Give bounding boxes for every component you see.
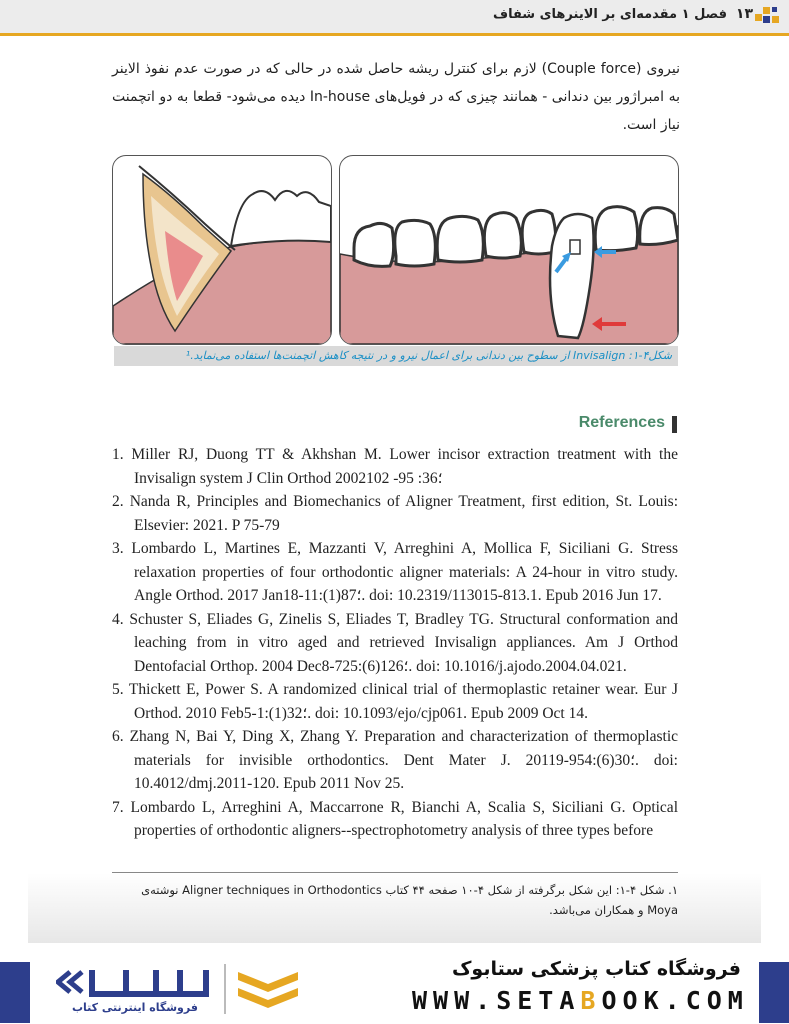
footnote-divider bbox=[112, 872, 678, 873]
store-url-part3: OOK.COM bbox=[601, 986, 749, 1015]
reference-item: 2. Nanda R, Principles and Biomechanics of Aligner Treatment, first edition, St. Louis: Elsevier: 2021. P 75-79 bbox=[112, 493, 678, 534]
reference-item: 7. Lombardo L, Arreghini A, Maccarrone R, Bianchi A, Scalia S, Siciliani G. Optical properties of orthodontic aligners--spectrophotometry analysis of three types before bbox=[112, 798, 678, 839]
reference-item: 5. Thickett E, Power S. A randomized clinical trial of thermoplastic retainer wear. Eur J Orthod. 2010 Feb؛32(1):1-5. doi: 10.1093/ejo/cjp061. Epub 2009 Oct 14. bbox=[112, 681, 678, 722]
figure-panel-front-view bbox=[339, 155, 679, 345]
footer-left-block bbox=[0, 962, 30, 1023]
logo-subtitle: فروشگاه اینترنتی کتاب bbox=[72, 1001, 198, 1014]
dental-arch-front-illustration bbox=[340, 156, 678, 344]
footnote: ۱. شکل ۴-۱: این شکل برگرفته از شکل ۴-۱۰ صفحه ۴۴ کتاب Aligner techniques in Orthodontics نوشته‌ی Moya و همکاران می‌باشد. bbox=[141, 883, 678, 917]
references-list bbox=[112, 443, 678, 843]
reference-item: 1. Miller RJ, Duong TT & Akhshan M. Lower incisor extraction treatment with the Invisalign system J Clin Orthod 2002؛36: 95- 102 bbox=[112, 446, 678, 487]
references-heading-marker bbox=[672, 416, 677, 433]
reference-item: 6. Zhang N, Bai Y, Ding X, Zhang Y. Preparation and characterization of thermoplastic materials for invisible orthodontics. Dent Mater J. 2011؛30(6):954-9. doi: 10.4012/dmj.2011-120. Epub 2011 Nov 25. bbox=[112, 728, 678, 792]
store-url[interactable] bbox=[412, 986, 749, 1015]
body-paragraph: نیروی (Couple force) لازم برای کنترل ریشه حاصل شده در حالی که در صورت عدم نفوذ الاینر به امبراژور بین دندانی - همانند چیزی که در فویل‌های In-house دیده می‌شود- قطعا به دو اتچمنت نیاز است. bbox=[112, 61, 681, 133]
reference-item: 3. Lombardo L, Martines E, Mazzanti V, Arreghini A, Mollica F, Siciliani G. Stress relaxation properties of four orthodontic aligner materials: A 24-hour in vitro study. Angle Orthod. 2017 Jan؛87(1):11-18. doi: 10.2319/113015-813.1. Epub 2016 Jun 17. bbox=[112, 540, 678, 604]
references-heading: References bbox=[578, 414, 665, 431]
chapter-title: فصل ۱ مقدمه‌ای بر الاینرهای شفاف bbox=[492, 7, 727, 22]
figure-panel-side-view bbox=[112, 155, 332, 345]
corner-ornament-icon bbox=[755, 4, 785, 28]
reference-item: 4. Schuster S, Eliades G, Zinelis S, Eliades T, Bradley TG. Structural conformation and leaching from in vitro aged and retrieved Invisalign appliances. Am J Orthod Dentofacial Orthop. 2004 Dec؛126(6):725-8. doi: 10.1016/j.ajodo.2004.04.021. bbox=[112, 610, 678, 675]
footer-right-block bbox=[759, 962, 789, 1023]
store-url-highlight: B bbox=[580, 986, 602, 1015]
store-name: فروشگاه کتاب پزشکی ستابوک bbox=[451, 958, 741, 980]
store-url-part1: WWW.SETA bbox=[412, 986, 581, 1015]
figure-aligner-illustration bbox=[112, 155, 678, 345]
page-number: ۱۳ bbox=[735, 6, 753, 22]
tooth-side-view-illustration bbox=[113, 156, 331, 344]
figure-caption: شکل۴-۱: Invisalign از سطوح بین دندانی برای اعمال نیرو و در نتیجه کاهش اتچمنت‌ها استفاده می‌نماید.¹ bbox=[114, 346, 678, 366]
